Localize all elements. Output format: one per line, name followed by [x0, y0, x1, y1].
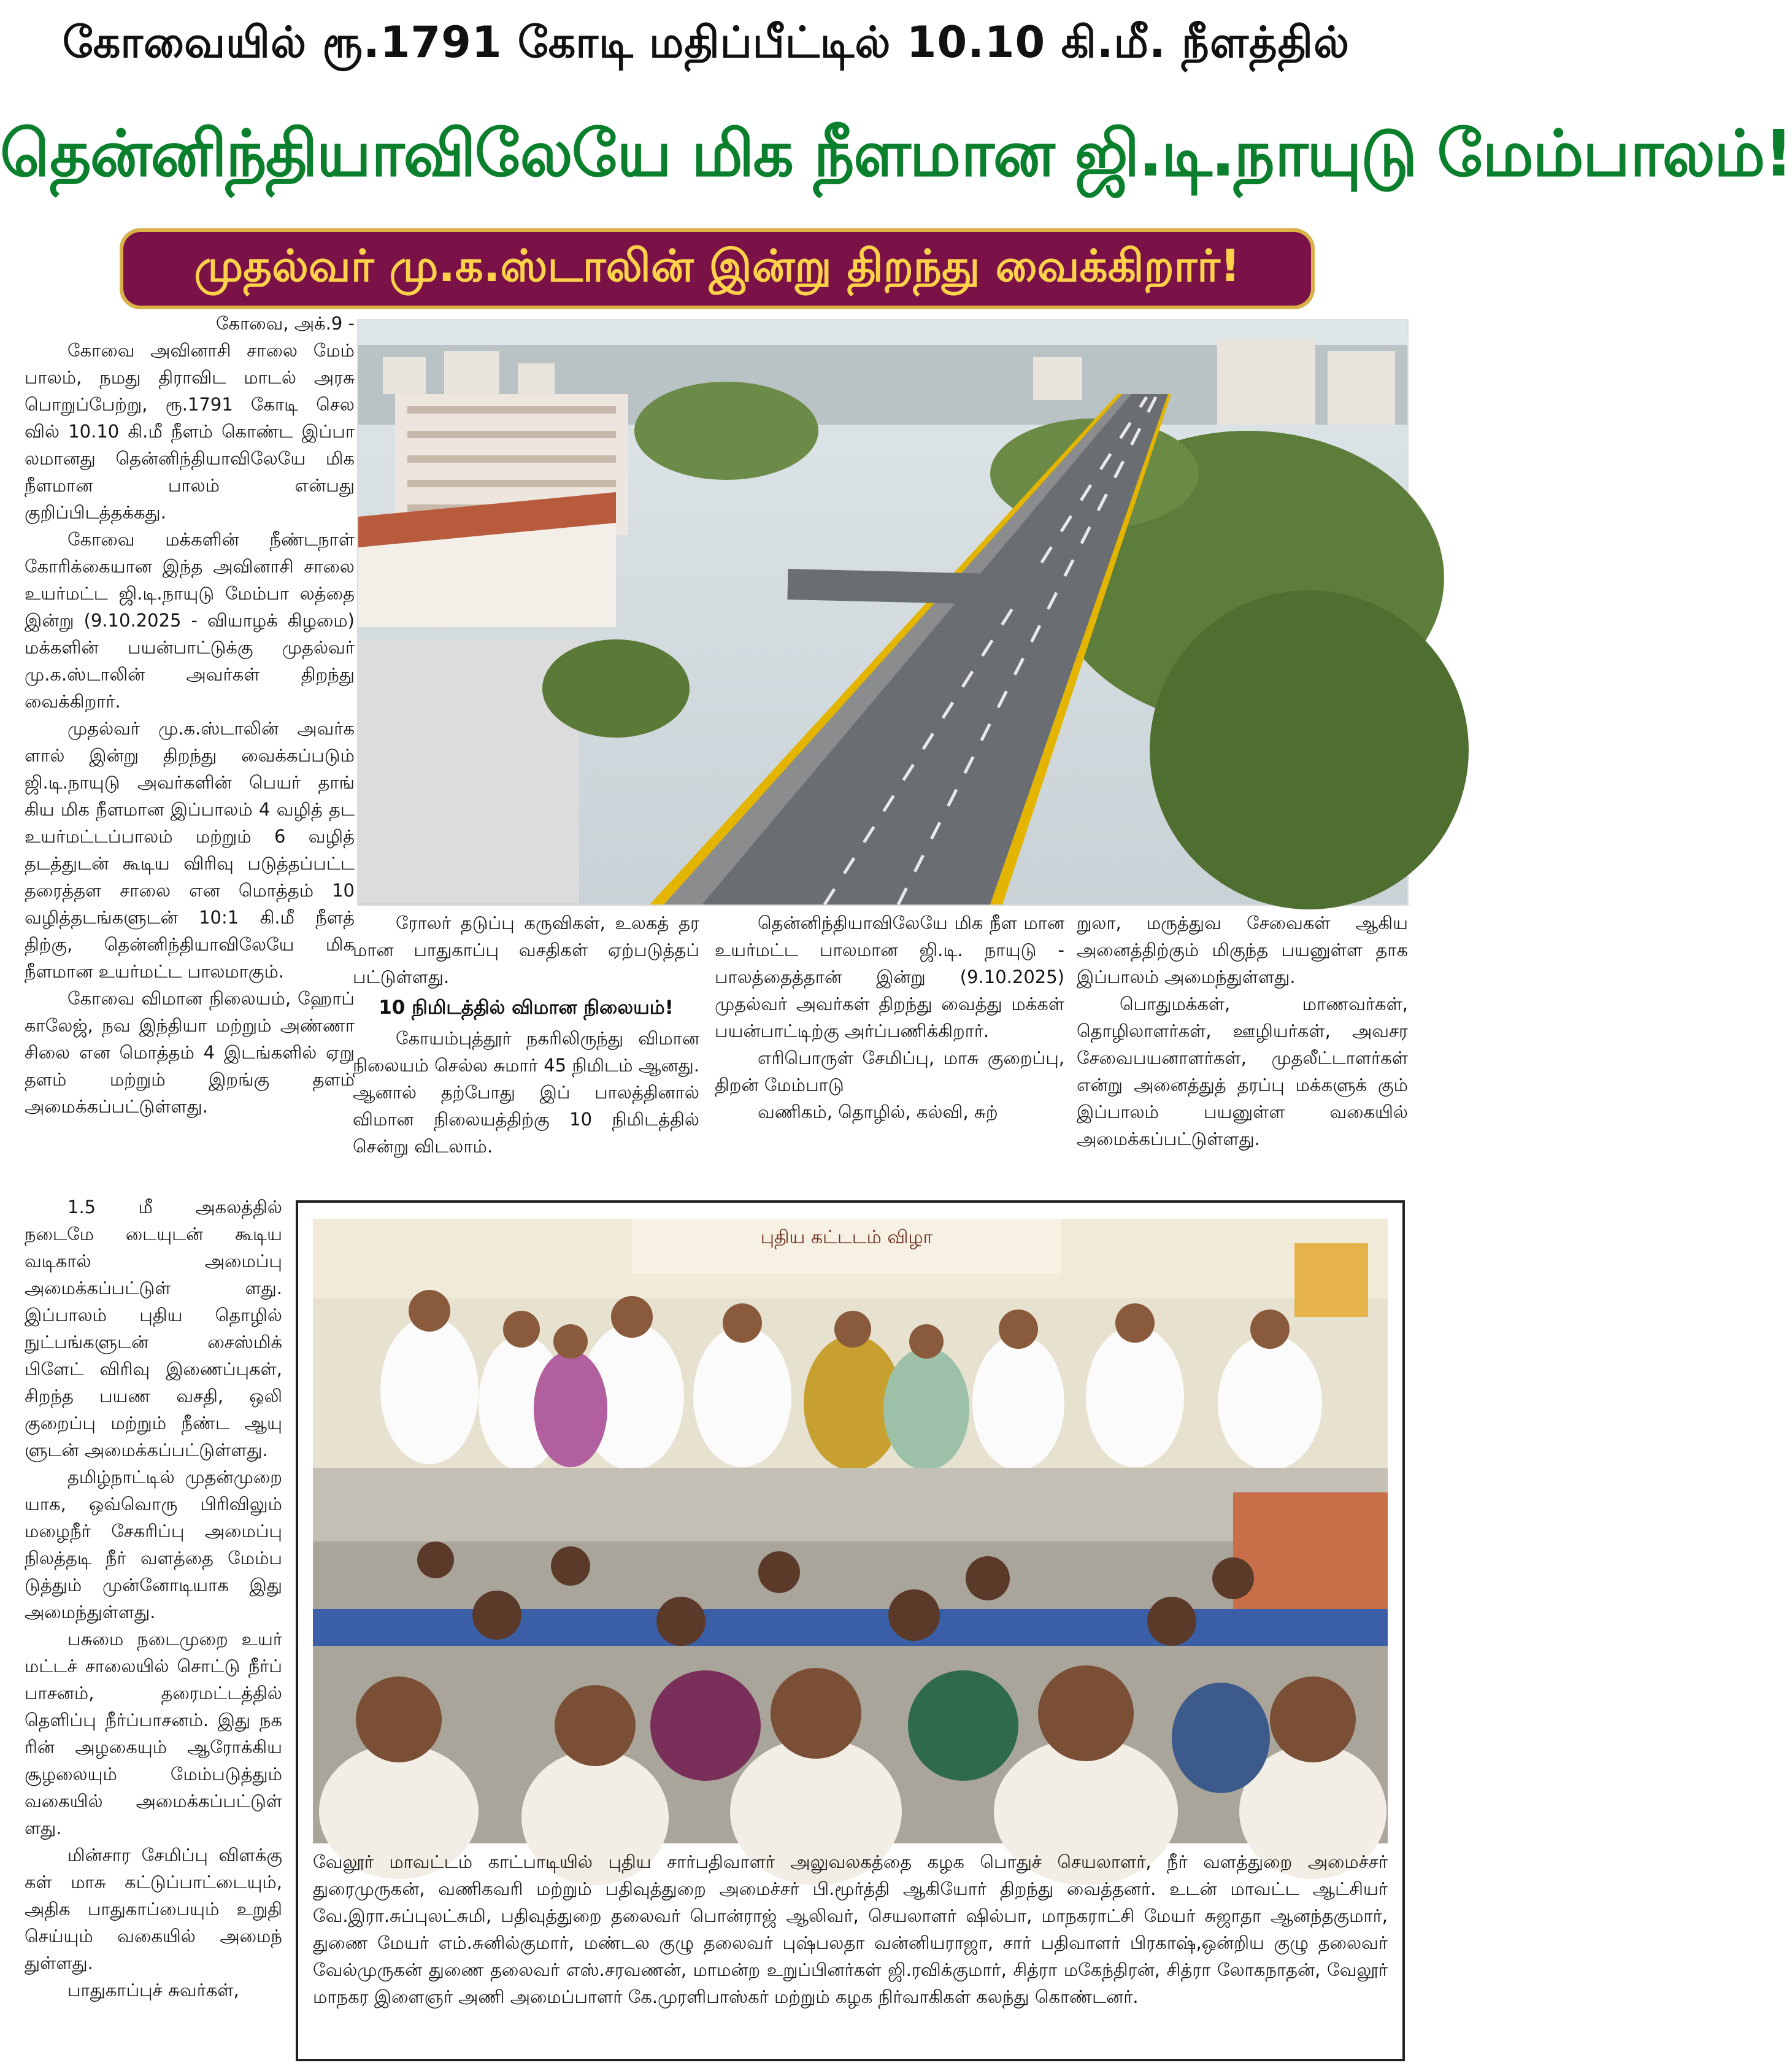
article-column-a: [353, 909, 699, 1179]
paragraph: கோவை விமான நிலையம், ஹோப் காலேஜ், நவ இந்தியா மற்றும் அண்ணா சிலை என மொத்தம் 4 இடங்களில் ஏறு தளம் மற்றும் இறங்கு தளம் அமைக்கப்பட்டுள்ளது.: [25, 988, 355, 1117]
paragraph: 1.5 மீ அகலத்தில் நடைமே டையுடன் கூடிய வடிகால் அமைப்பு அமைக்கப்பட்டுள் ளது. இப்பாலம் புதிய தொழில் நுட்பங்களுடன் சைஸ்மிக் பிளேட் விரிவு இணைப்புகள், சிறந்த பயண வசதி, ஒலி குறைப்பு மற்றும் நீண்ட ஆயு ளுடன் அமைக்கப்பட்டுள்ளது.: [25, 1197, 282, 1460]
kicker-headline: கோவையில் ரூ.1791 கோடி மதிப்பீட்டில் 10.10 கி.மீ. நீளத்தில்: [62, 17, 1350, 68]
paragraph: தமிழ்நாட்டில் முதன்முறை யாக, ஒவ்வொரு பிரிவிலும் மழைநீர் சேகரிப்பு அமைப்பு நிலத்தடி நீர் வளத்தை மேம்ப டுத்தும் முன்னோடியாக இது அமைந்துள்ளது.: [25, 1467, 282, 1622]
event-photo-caption: வேலூர் மாவட்டம் காட்பாடியில் புதிய சார்பதிவாளர் அலுவலகத்தை கழக பொதுச் செயலாளர், நீர் வளத்துறை அமைச்சர் துரைமுருகன், வணிகவரி மற்றும் பதிவுத்துறை அமைச்சர் பி.மூர்த்தி ஆகியோர் திறந்து வைத்தனர். உடன் மாவட்ட ஆட்சியர் வே.இரா.சுப்புலட்சுமி, பதிவுத்துறை தலைவர் பொன்ராஜ் ஆலிவர், செயலாளர் ஷில்பா, மாநகராட்சி மேயர் சுஜாதா ஆனந்தகுமார், துணை மேயர் எம்.சுனில்குமார், மண்டல குழு தலைவர் புஷ்பலதா வன்னியராஜா, சார் பதிவாளர் பிரகாஷ்,ஒன்றிய குழு தலைவர் வேல்முருகன் துணை தலைவர் எஸ்.சரவணன், மாமன்ற உறுப்பினர்கள் ஜி.ரவிக்குமார், சித்ரா மகேந்திரன், சித்ரா லோகநாதன், வேலூர் மாநகர இளைஞர் அணி அமைப்பாளர் கே.முரளிபாஸ்கர் மற்றும் கழக நிர்வாகிகள் கலந்து கொண்டனர்.: [313, 1851, 1388, 2007]
article-left-column-lower: [25, 1194, 282, 2065]
paragraph: முதல்வர் மு.க.ஸ்டாலின் அவர்க ளால் இன்று திறந்து வைக்கப்படும் ஜி.டி.நாயுடு அவர்களின் பெயர் தாங் கிய மிக நீளமான இப்பாலம் 4 வழித் தட உயர்மட்டப்பாலம் மற்றும் 6 வழித் தடத்துடன் கூடிய விரிவு படுத்தப்பட்ட தரைத்தள சாலை என மொத்தம் 10 வழித்தடங்களுடன் 10:1 கி.மீ நீளத் திற்கு, தென்னிந்தியாவிலேயே மிக நீளமான உயர்மட்ட பாலமாகும்.: [25, 718, 355, 982]
event-stage-photo: [313, 1219, 1388, 1468]
banner-text: முதல்வர் மு.க.ஸ்டாலின் இன்று திறந்து வைக்கிறார்!: [194, 240, 1240, 291]
paragraph: றுலா, மருத்துவ சேவைகள் ஆகிய அனைத்திற்கும் மிகுந்த பயனுள்ள தாக இப்பாலம் அமைந்துள்ளது.: [1077, 912, 1408, 987]
paragraph: கோயம்புத்தூர் நகரிலிருந்து விமான நிலையம் செல்ல சுமார் 45 நிமிடம் ஆனது. ஆனால் தற்போது இப் பாலத்தினால் விமான நிலையத்திற்கு 10 நிமிடத்தில் சென்று விடலாம்.: [353, 1028, 699, 1157]
event-audience-photo: [313, 1468, 1388, 1843]
main-headline: தென்னிந்தியாவிலேயே மிக நீளமான ஜி.டி.நாயுடு மேம்பாலம்!: [0, 116, 1792, 191]
paragraph: வணிகம், தொழில், கல்வி, சுற்: [758, 1102, 998, 1122]
paragraph: எரிபொருள் சேமிப்பு, மாசு குறைப்பு, திறன் மேம்பாடு: [715, 1048, 1064, 1095]
subheading: 10 நிமிடத்தில் விமான நிலையம்!: [379, 997, 674, 1019]
article-column-c: [1077, 909, 1408, 1179]
paragraph: மின்சார சேமிப்பு விளக்கு கள் மாசு கட்டுப்பாட்டையும், அதிக பாதுகாப்பையும் உறுதி செய்யும் வகையில் அமைந் துள்ளது.: [25, 1845, 282, 1973]
subheadline-banner: [120, 228, 1315, 309]
paragraph: பாதுகாப்புச் சுவர்கள்,: [67, 1980, 239, 2000]
paragraph: ரோலர் தடுப்பு கருவிகள், உலகத் தர மான பாதுகாப்பு வசதிகள் ஏற்படுத்தப் பட்டுள்ளது.: [353, 912, 699, 987]
event-banner-text: புதிய கட்டடம் விழா: [760, 1227, 933, 1248]
paragraph: கோவை மக்களின் நீண்டநாள் கோரிக்கையான இந்த அவினாசி சாலை உயர்மட்ட ஜி.டி.நாயுடு மேம்பா லத்தை இன்று (9.10.2025 - வியாழக் கிழமை) மக்களின் பயன்பாட்டுக்கு முதல்வர் மு.க.ஸ்டாலின் அவர்கள் திறந்து வைக்கிறார்.: [25, 529, 355, 712]
paragraph: பசுமை நடைமுறை உயர் மட்டச் சாலையில் சொட்டு நீர்ப் பாசனம், தரைமட்டத்தில் தெளிப்பு நீர்ப்பாசனம். இது நக ரின் அழகையும் ஆரோக்கிய சூழலையும் மேம்படுத்தும் வகையில் அமைக்கப்பட்டுள் ளது.: [25, 1629, 282, 1838]
bridge-aerial-photo: [357, 319, 1409, 906]
paragraph: தென்னிந்தியாவிலேயே மிக நீள மான உயர்மட்ட பாலமான ஜி.டி. நாயுடு - பாலத்தைத்தான் இன்று (9.10.2025) முதல்வர் அவர்கள் திறந்து வைத்து மக்கள் பயன்பாட்டிற்கு அர்ப்பணிக்கிறார்.: [715, 912, 1064, 1041]
article-column-b: [715, 909, 1064, 1179]
dateline: கோவை, அக்.9 -: [215, 313, 355, 334]
paragraph: பொதுமக்கள், மாணவர்கள், தொழிலாளர்கள், ஊழியர்கள், அவசர சேவைபயனாளர்கள், முதலீட்டாளர்கள் என்று அனைத்துத் தரப்பு மக்களுக் கும் இப்பாலம் பயனுள்ள வகையில் அமைக்கப்பட்டுள்ளது.: [1077, 993, 1408, 1149]
paragraph: கோவை அவினாசி சாலை மேம் பாலம், நமது திராவிட மாடல் அரசு பொறுப்பேற்று, ரூ.1791 கோடி செல வில் 10.10 கி.மீ நீளம் கொண்ட இப்பா லமானது தென்னிந்தியாவிலேயே மிக நீளமான பாலம் என்பது குறிப்பிடத்தக்கது.: [25, 340, 355, 523]
